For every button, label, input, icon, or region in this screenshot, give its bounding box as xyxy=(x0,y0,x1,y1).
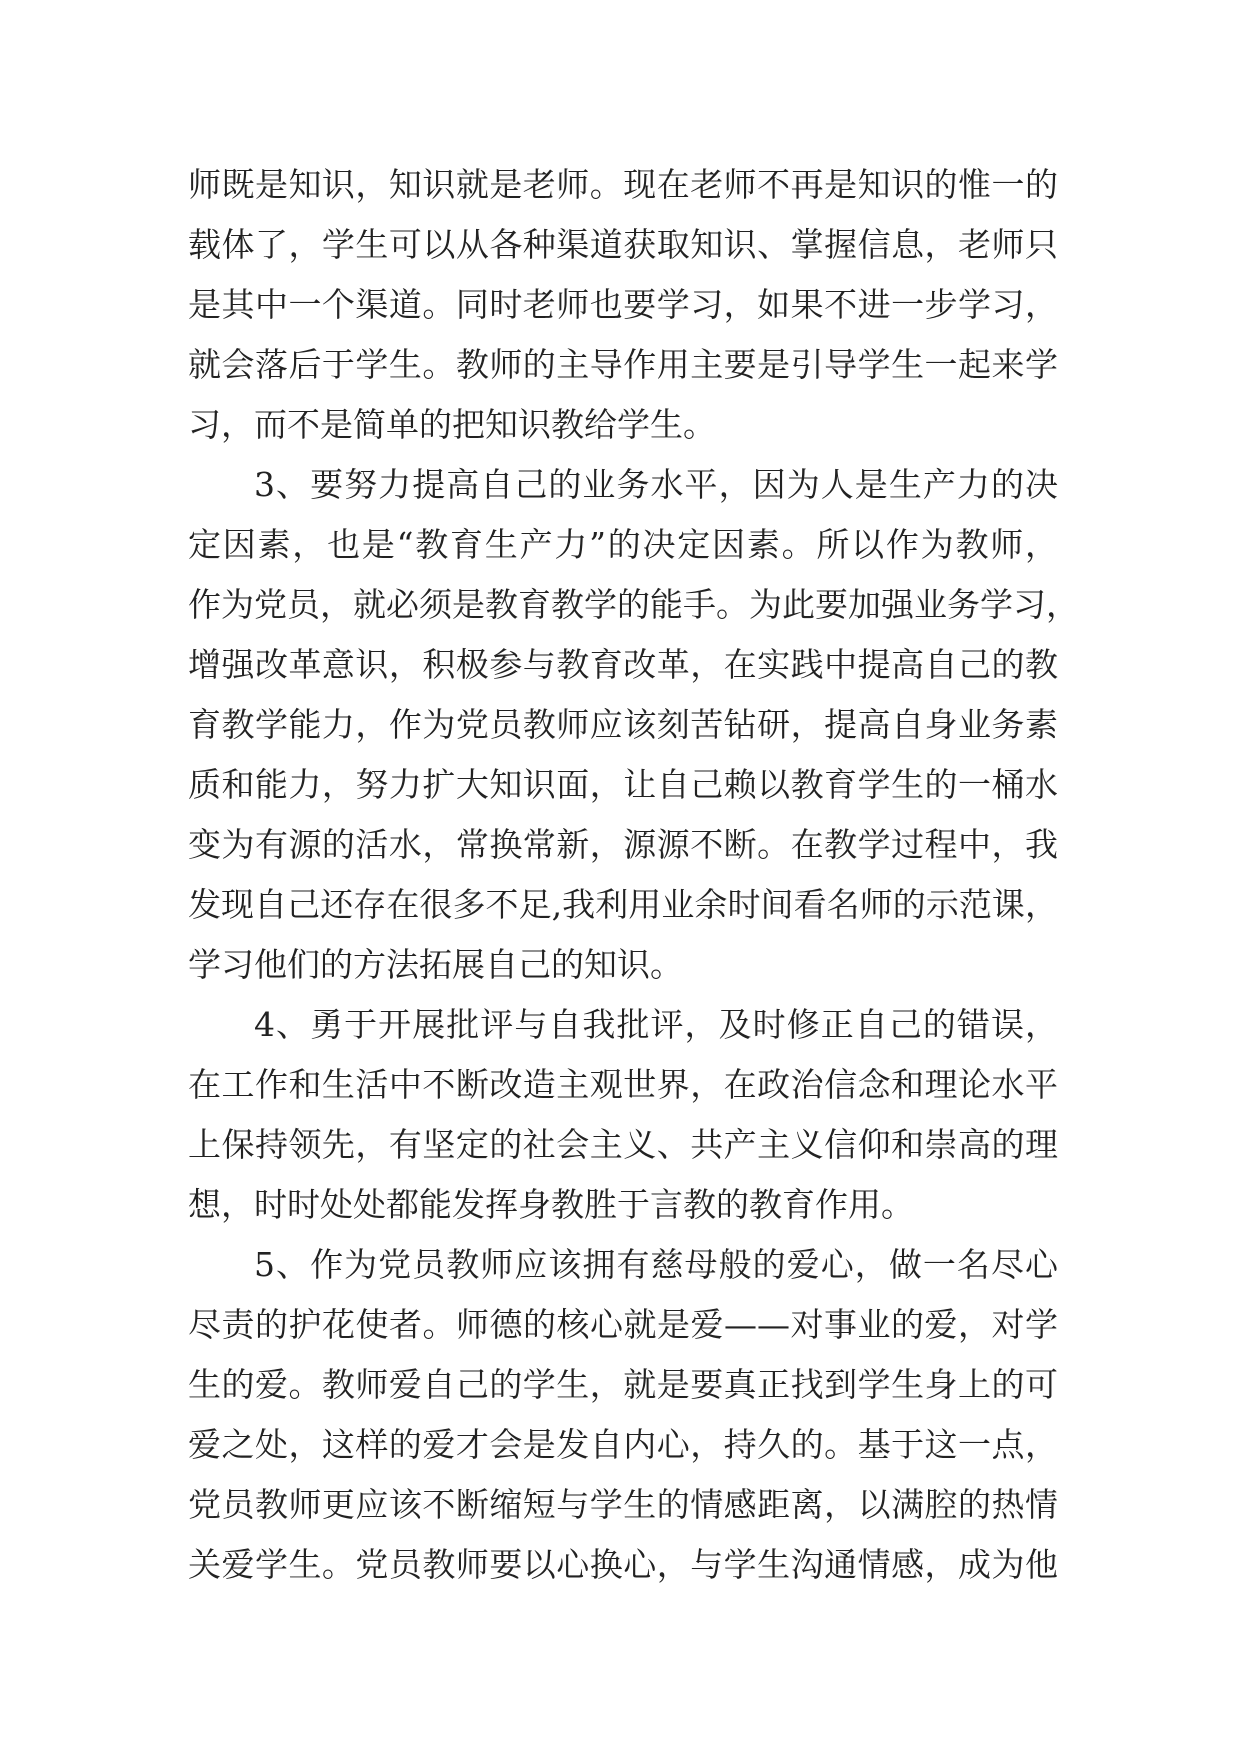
body-text xyxy=(188,155,1079,1595)
text-line: 党员教师更应该不断缩短与学生的情感距离，以满腔的热情 xyxy=(188,1485,1058,1524)
text-line: 爱之处，这样的爱才会是发自内心，持久的。基于这一点， xyxy=(188,1425,1058,1464)
text-line: 想，时时处处都能发挥身教胜于言教的教育作用。 xyxy=(188,1185,914,1224)
text-line: 增强改革意识，积极参与教育改革，在实践中提高自己的教 xyxy=(188,645,1058,684)
paragraph-4-first-line: 4、勇于开展批评与自我批评，及时修正自己的错误， xyxy=(254,1005,1058,1044)
text-line: 是其中一个渠道。同时老师也要学习，如果不进一步学习， xyxy=(188,285,1058,324)
text-line: 作为党员，就必须是教育教学的能手。为此要加强业务学习， xyxy=(188,585,1079,624)
text-line: 师既是知识，知识就是老师。现在老师不再是知识的惟一的 xyxy=(188,165,1058,204)
text-line: 定因素，也是“教育生产力”的决定因素。所以作为教师， xyxy=(188,525,1058,564)
text-line: 就会落后于学生。教师的主导作用主要是引导学生一起来学 xyxy=(188,345,1058,384)
text-line: 关爱学生。党员教师要以心换心，与学生沟通情感，成为他 xyxy=(188,1545,1058,1584)
text-line: 变为有源的活水，常换常新，源源不断。在教学过程中，我 xyxy=(188,825,1058,864)
text-line: 育教学能力，作为党员教师应该刻苦钻研，提高自身业务素 xyxy=(188,705,1058,744)
text-line: 质和能力，努力扩大知识面，让自己赖以教育学生的一桶水 xyxy=(188,765,1058,804)
paragraph-5-first-line: 5、作为党员教师应该拥有慈母般的爱心，做一名尽心 xyxy=(254,1245,1058,1284)
text-line: 在工作和生活中不断改造主观世界，在政治信念和理论水平 xyxy=(188,1065,1058,1104)
text-line: 学习他们的方法拓展自己的知识。 xyxy=(188,945,683,984)
text-line: 生的爱。教师爱自己的学生，就是要真正找到学生身上的可 xyxy=(188,1365,1058,1404)
text-line: 习，而不是简单的把知识教给学生。 xyxy=(188,405,716,444)
text-line: 上保持领先，有坚定的社会主义、共产主义信仰和崇高的理 xyxy=(188,1125,1058,1164)
text-line: 尽责的护花使者。师德的核心就是爱——对事业的爱，对学 xyxy=(188,1305,1058,1344)
paragraph-3-first-line: 3、要努力提高自己的业务水平，因为人是生产力的决 xyxy=(254,465,1058,504)
text-line: 载体了，学生可以从各种渠道获取知识、掌握信息，老师只 xyxy=(188,225,1058,264)
text-line: 发现自己还存在很多不足,我利用业余时间看名师的示范课， xyxy=(188,885,1058,924)
